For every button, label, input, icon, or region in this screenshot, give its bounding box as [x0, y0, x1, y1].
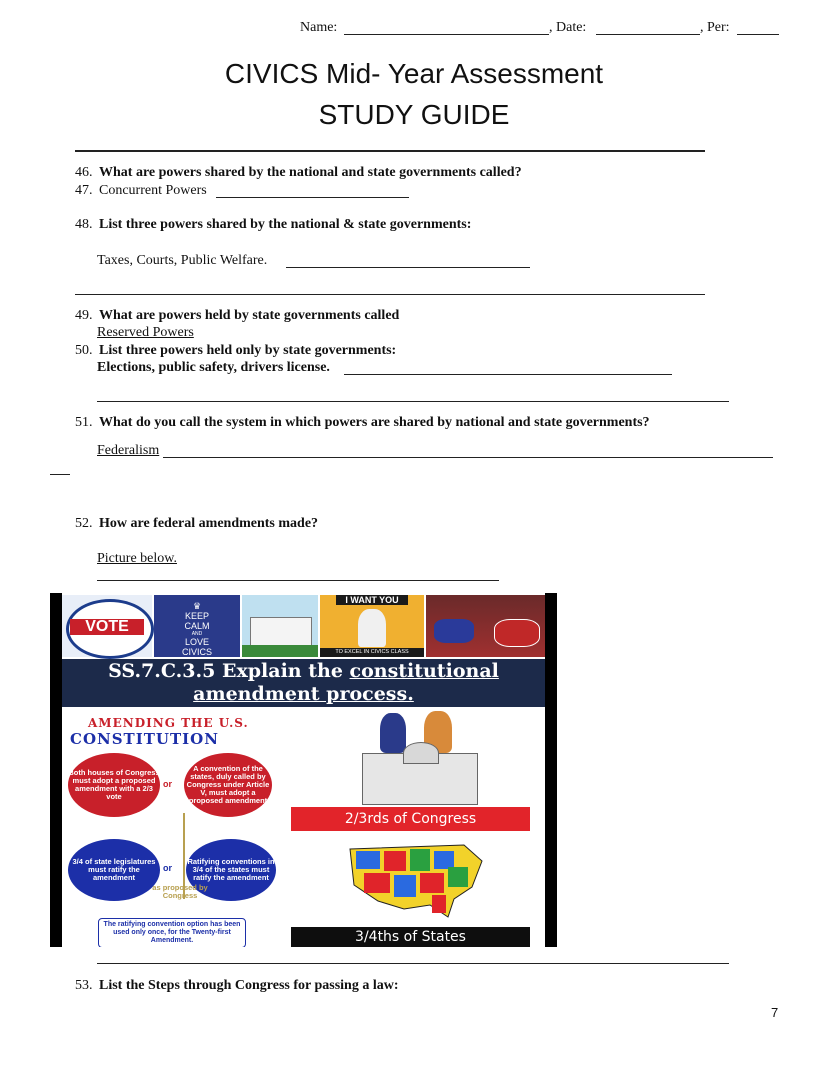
as-proposed-label: as proposed by Congress	[152, 883, 208, 900]
congress-two-thirds-oval: Both houses of Congress must adopt a proposed amendment with a 2/3 vote	[68, 753, 160, 817]
keep-calm-icon: ♛	[192, 601, 202, 611]
or-label: or	[163, 863, 172, 873]
period-blank[interactable]	[737, 34, 779, 35]
answer-52: Picture below.	[97, 551, 177, 566]
capitol-image	[362, 753, 478, 805]
us-map-image	[344, 839, 486, 921]
vote-image	[62, 595, 152, 657]
ratifying-conventions-oval: Ratifying conventions in 3/4 of the states must ratify the amendment	[186, 839, 276, 901]
question-47: 47. Concurrent Powers	[75, 183, 207, 198]
question-51: 51. What do you call the system in which powers are shared by national and state governments?	[75, 415, 650, 430]
page-title: CIVICS Mid- Year Assessment	[224, 58, 604, 89]
party-mascots-image	[426, 595, 545, 657]
answer-50-blank[interactable]	[344, 374, 672, 375]
name-blank[interactable]	[344, 34, 549, 35]
date-label: , Date:	[549, 20, 587, 35]
question-46: 46. What are powers shared by the national and state governments called?	[75, 165, 522, 180]
answer-48-blank[interactable]	[286, 267, 530, 268]
answer-line[interactable]	[97, 963, 729, 964]
name-label: Name:	[300, 20, 338, 35]
answer-48: Taxes, Courts, Public Welfare.	[97, 253, 268, 268]
question-52: 52. How are federal amendments made?	[75, 516, 319, 531]
three-fourths-states-tag: 3/4ths of States	[291, 927, 530, 947]
question-49: 49. What are powers held by state governments called	[75, 308, 400, 323]
answer-line[interactable]	[97, 401, 729, 402]
want-you-label: I WANT YOU	[336, 595, 408, 605]
keep-calm-image: ♛ KEEP CALM AND LOVE CIVICS	[154, 595, 240, 657]
divider	[75, 150, 705, 152]
period-label: , Per:	[700, 20, 730, 35]
answer-49: Reserved Powers	[97, 325, 194, 340]
divider	[75, 294, 705, 295]
uncle-sam-image	[320, 595, 424, 657]
two-thirds-congress-tag: 2/3rds of Congress	[291, 807, 530, 831]
page-number: 7	[771, 1005, 779, 1020]
white-house-image	[242, 595, 318, 657]
answer-51-blank[interactable]	[163, 457, 773, 458]
state-legislatures-oval: 3/4 of state legislatures must ratify the amendment	[68, 839, 160, 901]
answer-50: Elections, public safety, drivers license.	[97, 360, 330, 375]
answer-47-blank[interactable]	[216, 197, 409, 198]
answer-line-continuation[interactable]	[50, 474, 70, 475]
question-48: 48. List three powers shared by the national & state governments:	[75, 217, 472, 232]
or-label: or	[163, 779, 172, 789]
state-convention-oval: A convention of the states, duly called by Congress under Article V, must adopt a proposed amendment	[184, 753, 272, 817]
amending-title: AMENDING THE U.S.	[88, 716, 249, 730]
vote-label: VOTE	[85, 618, 129, 635]
date-blank[interactable]	[596, 34, 700, 35]
amendment-process-picture	[50, 593, 557, 947]
to-excel-label: TO EXCEL IN CIVICS CLASS	[320, 648, 424, 657]
standard-banner: SS.7.C.3.5 Explain the constitutional amendment process.	[62, 659, 545, 707]
question-50: 50. List three powers held only by state governments:	[75, 343, 397, 358]
answer-52-blank[interactable]	[97, 580, 499, 581]
ratifying-note: The ratifying convention option has been used only once, for the Twenty-first Amendment.	[98, 918, 246, 947]
page-subtitle: STUDY GUIDE	[318, 99, 510, 130]
question-53: 53. List the Steps through Congress for passing a law:	[75, 978, 399, 993]
answer-51: Federalism	[97, 443, 160, 458]
constitution-title: CONSTITUTION	[70, 730, 219, 748]
